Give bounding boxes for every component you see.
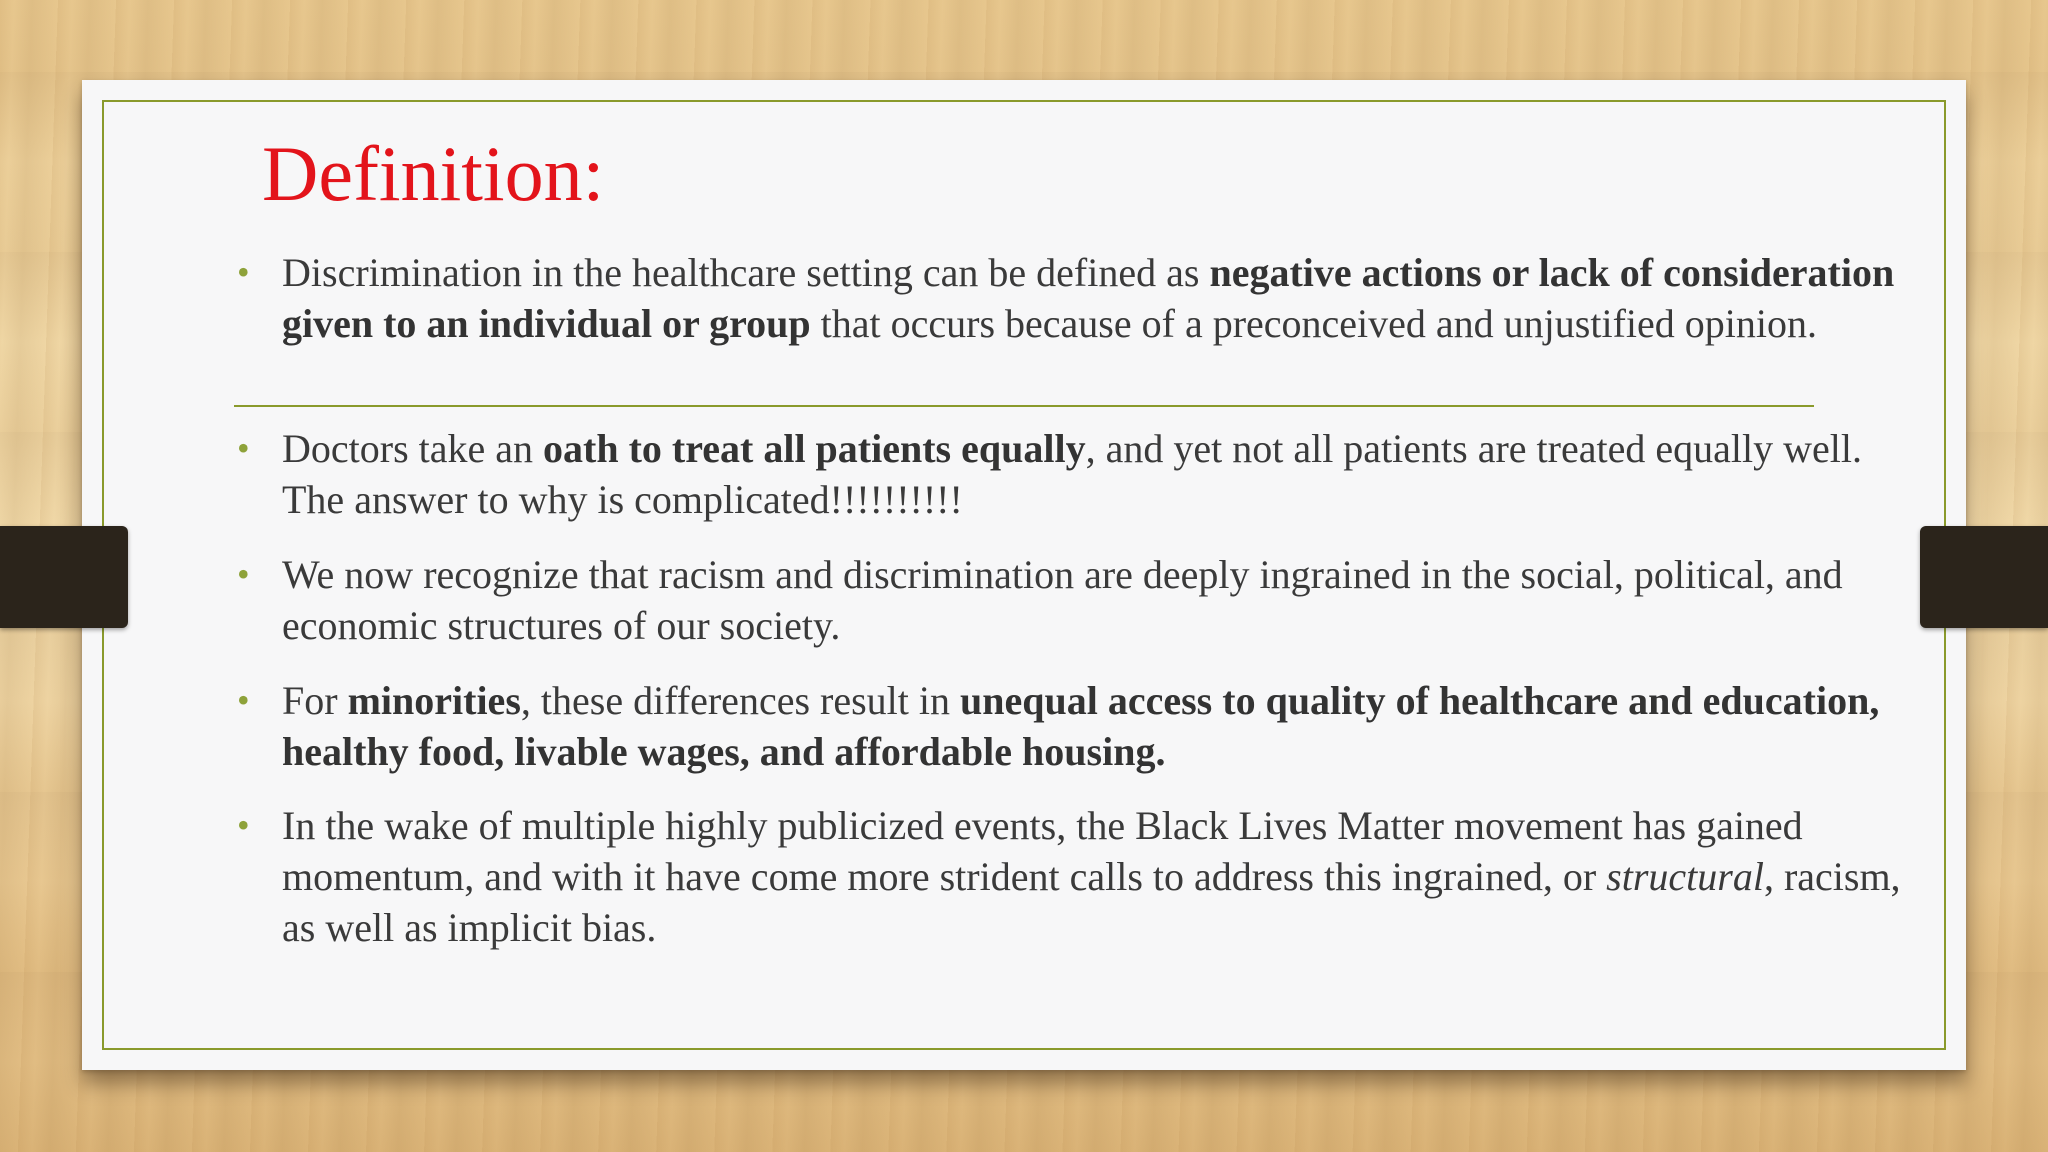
bullet-item-oath — [237, 423, 1922, 525]
bullet-text: Doctors take an — [282, 426, 544, 471]
bullet-text: , these differences result in — [520, 678, 960, 723]
bullet-item-definition — [237, 247, 1922, 349]
bullet-text: Discrimination in the healthcare setting can be defined as — [282, 250, 1210, 295]
bullet-dot-icon: • — [237, 252, 250, 292]
bullet-item-black-lives-matter — [237, 800, 1922, 953]
bullet-dot-icon: • — [237, 680, 250, 720]
bullet-emphasis: unequal access to quality of healthcare and education, healthy food, livable wages, and affordable housing. — [282, 678, 1880, 774]
bullet-text: , racism, as well as implicit bias. — [282, 854, 1901, 950]
bullet-text: , and yet not all patients are treated equally well. The answer to why is complicated!!!!!!!!!! — [282, 426, 1862, 522]
bullet-dot-icon: • — [237, 554, 250, 594]
bullet-dot-icon: • — [237, 428, 250, 468]
bullet-text: that occurs because of a preconceived and unjustified opinion. — [810, 301, 1817, 346]
bullet-emphasis: minorities — [347, 678, 521, 723]
bullet-emphasis: oath to treat all patients equally — [543, 426, 1086, 471]
slide-title: Definition: — [262, 130, 605, 217]
bullet-item-racism — [237, 549, 1922, 651]
bullet-text: In the wake of multiple highly publicized events, the Black Lives Matter movement has gained momentum, and with it have come more strident calls to address this ingrained, or — [282, 803, 1803, 899]
bullet-italic: structural — [1606, 854, 1764, 899]
bullet-item-minorities — [237, 675, 1922, 777]
bullet-text: For — [282, 678, 348, 723]
bullet-text: We now recognize that racism and discrimination are deeply ingrained in the social, political, and economic structures of our society. — [282, 552, 1843, 648]
bullet-emphasis: negative actions or lack of consideration given to an individual or group — [282, 250, 1895, 346]
bullet-dot-icon: • — [237, 805, 250, 845]
